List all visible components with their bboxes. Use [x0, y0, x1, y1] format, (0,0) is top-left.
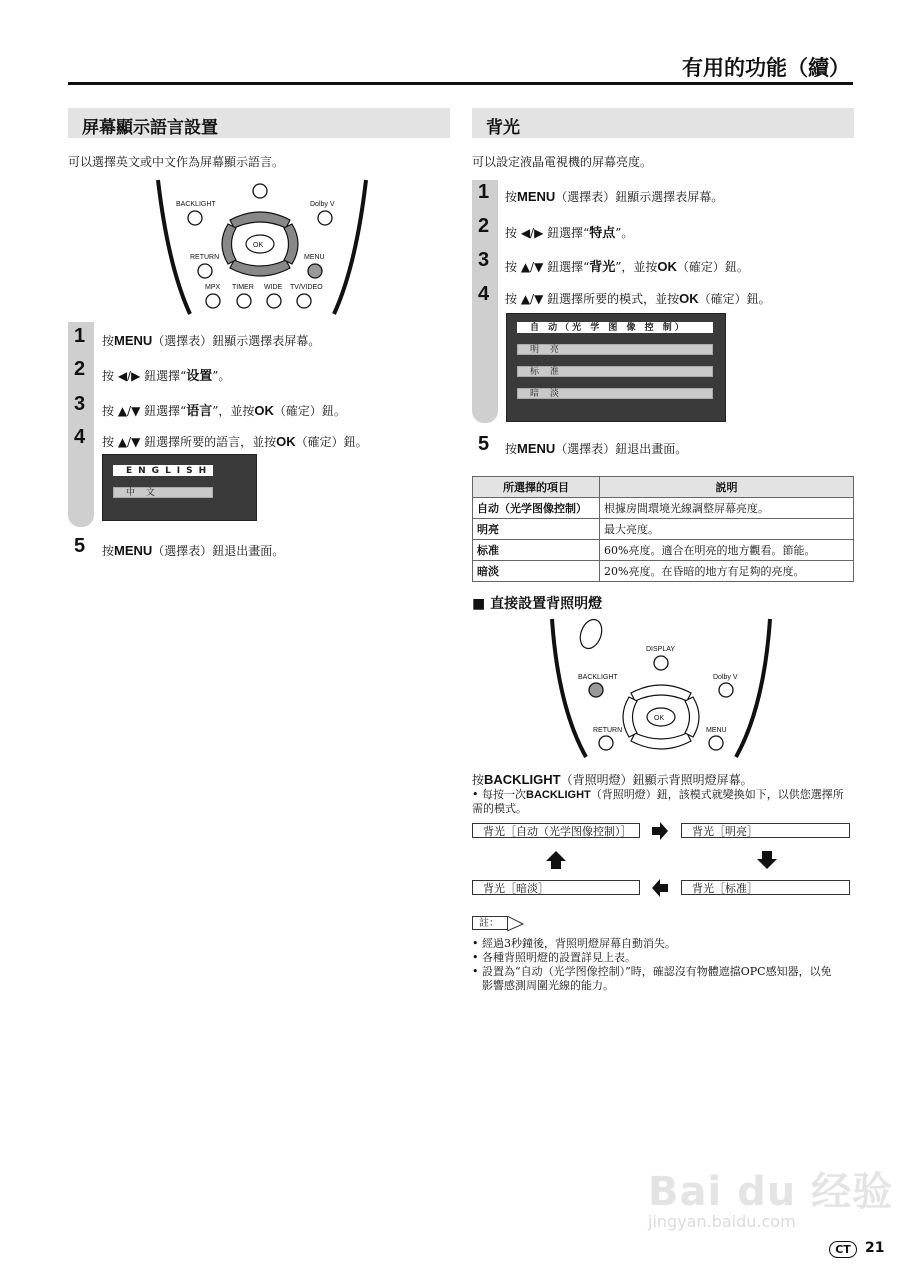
arrow-right-icon [650, 821, 670, 841]
list-item: • 設置為“自动（光学图像控制）”時，確認沒有物體遮擋OPC感知器，以免影響感測周圍光線的能力。 [472, 965, 832, 992]
remote1-tvvideo-label: TV/VIDEO [290, 284, 323, 291]
language-badge: CT [829, 1241, 857, 1258]
menu-option-chinese: 中 文 [113, 487, 213, 498]
backlight-step-5: 按MENU（選擇表）鈕退出畫面。 [505, 441, 688, 456]
remote1-mpx-label: MPX [205, 284, 221, 291]
remote-illustration-2 [546, 617, 776, 759]
arrow-down-icon [756, 850, 778, 870]
page-number: 21 [865, 1240, 885, 1256]
remote1-dolby-label: Dolby V [310, 201, 335, 208]
remote1-timer-label: TIMER [232, 284, 254, 291]
page-header-title: 有用的功能（續） [682, 56, 850, 80]
remote1-backlight-label: BACKLIGHT [176, 201, 216, 208]
list-item: • 各種背照明燈的設置詳見上表。 [472, 951, 636, 964]
table-row [473, 540, 854, 561]
flow-box-bright: 背光［明亮］ [681, 823, 850, 838]
table-row [473, 498, 854, 519]
backlight-bullet: • 每按一次BACKLIGHT（背照明燈）鈕，該模式就變換如下，以供您選擇所需的模式。 [472, 788, 844, 815]
backlight-options-table [472, 476, 854, 582]
notes-list [472, 937, 842, 993]
menu-option-auto: 自 动（光 学 图 像 控 制） [517, 322, 713, 333]
list-item: • 經過3秒鐘後，背照明燈屏幕自動消失。 [472, 937, 676, 950]
table-cell: 暗淡 [473, 561, 600, 582]
step-number: 4 [478, 283, 490, 305]
backlight-menu-screen [506, 313, 726, 422]
language-section-bar [68, 108, 450, 138]
language-step-4: 按 ▲/▼ 鈕選擇所要的語言，並按OK（確定）鈕。 [102, 434, 368, 449]
step-number: 3 [74, 393, 86, 415]
step-number: 5 [478, 433, 490, 455]
remote2-return-label: RETURN [593, 727, 623, 734]
table-header: 所選擇的項目 [473, 477, 600, 498]
language-step-2: 按 ◀/▶ 鈕選擇“设置”。 [102, 368, 231, 383]
header-rule [68, 82, 853, 85]
step-number: 2 [478, 215, 490, 237]
menu-option-english: ENGLISH [113, 465, 213, 476]
backlight-step-4: 按 ▲/▼ 鈕選擇所要的模式，並按OK（確定）鈕。 [505, 291, 771, 306]
backlight-step-3: 按 ▲/▼ 鈕選擇“背光”，並按OK（確定）鈕。 [505, 259, 749, 274]
remote2-display-label: DISPLAY [646, 646, 676, 653]
direct-backlight-subtitle: ■ 直接設置背照明燈 [472, 596, 603, 612]
menu-option-dim: 暗 淡 [517, 388, 713, 399]
table-row [473, 519, 854, 540]
table-header-row [473, 477, 854, 498]
table-header: 説明 [600, 477, 854, 498]
remote-illustration-1 [150, 176, 375, 316]
step-number: 4 [74, 426, 86, 448]
menu-option-bright: 明 亮 [517, 344, 713, 355]
language-step-1: 按MENU（選擇表）鈕顯示選擇表屏幕。 [102, 333, 321, 348]
step-number: 1 [478, 181, 490, 203]
language-section-title: 屏幕顯示語言設置 [82, 118, 218, 138]
remote1-return-label: RETURN [190, 254, 220, 261]
flow-box-auto: 背光［自动（光学图像控制）］ [472, 823, 640, 838]
flow-box-standard: 背光［标准］ [681, 880, 850, 895]
table-cell: 明亮 [473, 519, 600, 540]
table-cell: 最大亮度。 [600, 519, 854, 540]
language-step-3: 按 ▲/▼ 鈕選擇“语言”，並按OK（確定）鈕。 [102, 403, 346, 418]
backlight-section-title: 背光 [486, 118, 520, 138]
arrow-up-icon [545, 850, 567, 870]
note-label: 註： [472, 916, 508, 930]
table-cell: 20%亮度。在昏暗的地方有足夠的亮度。 [600, 561, 854, 582]
remote1-wide-label: WIDE [264, 284, 283, 291]
language-steps-strip [68, 322, 94, 527]
table-cell: 自动（光学图像控制） [473, 498, 600, 519]
table-row [473, 561, 854, 582]
table-cell: 60%亮度。適合在明亮的地方觀看。節能。 [600, 540, 854, 561]
flow-box-dim: 背光［暗淡］ [472, 880, 640, 895]
table-cell: 标准 [473, 540, 600, 561]
language-menu-screen [102, 454, 257, 521]
remote2-ok-label: OK [654, 715, 665, 722]
backlight-intro: 可以設定液晶電視機的屏幕亮度。 [472, 155, 653, 169]
remote2-backlight-label: BACKLIGHT [578, 674, 618, 681]
note-pointer-icon [507, 916, 525, 932]
language-intro: 可以選擇英文或中文作為屏幕顯示語言。 [68, 155, 285, 169]
remote1-ok-label: OK [253, 242, 264, 249]
language-step-5: 按MENU（選擇表）鈕退出畫面。 [102, 543, 285, 558]
step-number: 3 [478, 249, 490, 271]
step-number: 1 [74, 325, 86, 347]
backlight-step-1: 按MENU（選擇表）鈕顯示選擇表屏幕。 [505, 189, 724, 204]
arrow-left-icon [650, 878, 670, 898]
backlight-section-bar [472, 108, 854, 138]
table-cell: 根據房間環境光線調整屏幕亮度。 [600, 498, 854, 519]
menu-option-standard: 标 准 [517, 366, 713, 377]
remote2-menu-label: MENU [706, 727, 727, 734]
baidu-watermark-url: jingyan.baidu.com [648, 1212, 796, 1231]
remote2-dolby-label: Dolby V [713, 674, 738, 681]
backlight-button-line: 按BACKLIGHT（背照明燈）鈕顯示背照明燈屏幕。 [472, 772, 753, 787]
baidu-watermark: Bai du 经验 [648, 1169, 894, 1215]
backlight-step-2: 按 ◀/▶ 鈕選擇“特点”。 [505, 225, 634, 240]
step-number: 5 [74, 535, 86, 557]
step-number: 2 [74, 358, 86, 380]
remote1-menu-label: MENU [304, 254, 325, 261]
